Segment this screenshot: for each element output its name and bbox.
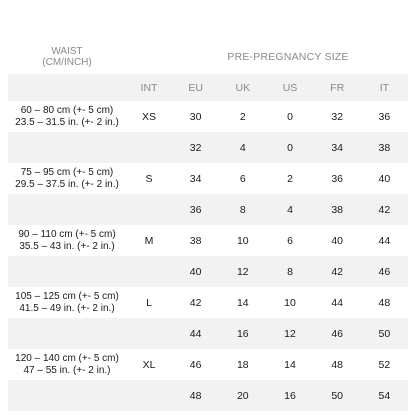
size-cell-eu: 30 xyxy=(189,110,202,123)
size-cell-it: 46 xyxy=(378,265,391,278)
size-cell-eu: 46 xyxy=(189,358,202,371)
size-cell-uk: 10 xyxy=(236,234,249,247)
size-cell-uk: 8 xyxy=(239,203,246,216)
size-cell-fr: 42 xyxy=(331,265,344,278)
size-cell-eu: 44 xyxy=(189,327,202,340)
header-cell-uk: UK xyxy=(235,81,251,94)
table-row xyxy=(8,194,408,225)
table-row xyxy=(8,132,408,163)
size-cell-fr: 36 xyxy=(331,172,344,185)
table-row xyxy=(8,318,408,349)
size-cell-int: S xyxy=(145,172,153,185)
size-cell-int: XL xyxy=(142,358,156,371)
waist-cell xyxy=(8,194,126,225)
size-cell-fr: 38 xyxy=(331,203,344,216)
size-cell-eu: 36 xyxy=(189,203,202,216)
size-cell-it: 48 xyxy=(378,296,391,309)
header-cell-waist xyxy=(8,74,126,101)
size-cell-uk: 18 xyxy=(236,358,249,371)
size-cell-us: 6 xyxy=(287,234,293,247)
table-row xyxy=(8,101,408,132)
table-row xyxy=(8,287,408,318)
size-cell-us: 10 xyxy=(284,296,296,309)
size-cell-int xyxy=(126,318,172,349)
waist-cell xyxy=(8,380,126,411)
size-cell-int xyxy=(126,256,172,287)
size-cell-eu: 38 xyxy=(189,234,202,247)
size-cell-fr: 44 xyxy=(331,296,344,309)
waist-inch: 23.5 – 31.5 in. (+- 2 in.) xyxy=(15,116,119,128)
size-cell-it: 52 xyxy=(378,358,391,371)
size-cell-fr: 46 xyxy=(331,327,344,340)
waist-cell xyxy=(8,349,126,380)
waist-cell xyxy=(8,287,126,318)
size-cell-it: 44 xyxy=(378,234,391,247)
size-cell-it: 50 xyxy=(378,327,391,340)
size-cell-it: 54 xyxy=(378,389,391,402)
waist-cm: 105 – 125 cm (+- 5 cm) xyxy=(15,291,119,302)
waist-cell xyxy=(8,163,126,194)
size-cell-uk: 6 xyxy=(239,172,246,185)
size-cell-eu: 32 xyxy=(189,141,202,154)
table-row xyxy=(8,163,408,194)
waist-cm: 75 – 95 cm (+- 5 cm) xyxy=(20,167,114,178)
waist-cell xyxy=(8,256,126,287)
size-cell-fr: 40 xyxy=(331,234,344,247)
size-cell-fr: 32 xyxy=(331,110,344,123)
size-cell-eu: 42 xyxy=(189,296,202,309)
waist-cm: 120 – 140 cm (+- 5 cm) xyxy=(15,353,119,364)
size-chart-table xyxy=(8,74,408,411)
size-cell-uk: 14 xyxy=(236,296,249,309)
size-cell-fr: 50 xyxy=(331,389,344,402)
size-cell-us: 4 xyxy=(287,203,293,216)
size-cell-us: 14 xyxy=(284,358,296,371)
size-cell-int: L xyxy=(146,296,152,309)
size-cell-eu: 40 xyxy=(189,265,202,278)
size-cell-us: 12 xyxy=(284,327,296,340)
waist-cell xyxy=(8,225,126,256)
size-cell-uk: 20 xyxy=(236,389,249,402)
size-cell-it: 38 xyxy=(378,141,391,154)
size-cell-us: 8 xyxy=(287,265,293,278)
table-header-row xyxy=(8,74,408,101)
size-cell-int: M xyxy=(144,234,154,247)
waist-column-title xyxy=(8,46,126,68)
size-cell-it: 36 xyxy=(378,110,391,123)
size-cell-int xyxy=(126,132,172,163)
table-row xyxy=(8,349,408,380)
size-cell-int xyxy=(126,380,172,411)
waist-cm: 60 – 80 cm (+- 5 cm) xyxy=(20,105,114,116)
size-cell-us: 2 xyxy=(287,172,293,185)
size-cell-int xyxy=(126,194,172,225)
waist-inch: 47 – 55 in. (+- 2 in.) xyxy=(23,364,111,376)
size-cell-uk: 4 xyxy=(239,141,246,154)
size-chart-header xyxy=(0,0,416,72)
waist-cell xyxy=(8,132,126,163)
size-cell-uk: 16 xyxy=(236,327,249,340)
header-cell-int: INT xyxy=(140,81,158,94)
pre-pregnancy-size-title: PRE-PREGNANCY SIZE xyxy=(227,51,349,63)
waist-cell xyxy=(8,318,126,349)
header-cell-eu: EU xyxy=(188,81,203,94)
size-cell-us: 0 xyxy=(287,141,293,154)
header-cell-it: IT xyxy=(379,81,390,94)
size-cell-fr: 34 xyxy=(331,141,344,154)
waist-cm: 90 – 110 cm (+- 5 cm) xyxy=(18,229,116,240)
header-cell-us: US xyxy=(282,81,298,94)
waist-inch: 35.5 – 43 in. (+- 2 in.) xyxy=(19,240,115,252)
table-row xyxy=(8,380,408,411)
size-cell-us: 0 xyxy=(287,110,293,123)
size-cell-us: 16 xyxy=(284,389,296,402)
size-cell-eu: 34 xyxy=(189,172,202,185)
waist-inch: 29.5 – 37.5 in. (+- 2 in.) xyxy=(15,178,119,190)
table-row xyxy=(8,225,408,256)
size-cell-it: 42 xyxy=(378,203,391,216)
waist-title-line1: WAIST xyxy=(51,46,83,57)
size-cell-uk: 12 xyxy=(236,265,249,278)
size-cell-int: XS xyxy=(142,110,157,123)
waist-inch: 41.5 – 49 in. (+- 2 in.) xyxy=(19,302,115,314)
header-cell-fr: FR xyxy=(330,81,345,94)
table-row xyxy=(8,256,408,287)
size-cell-it: 40 xyxy=(378,172,391,185)
waist-title-line2: (CM/INCH) xyxy=(42,57,92,68)
size-cell-fr: 48 xyxy=(331,358,344,371)
size-cell-eu: 48 xyxy=(189,389,202,402)
size-cell-uk: 2 xyxy=(239,110,246,123)
waist-cell xyxy=(8,101,126,132)
